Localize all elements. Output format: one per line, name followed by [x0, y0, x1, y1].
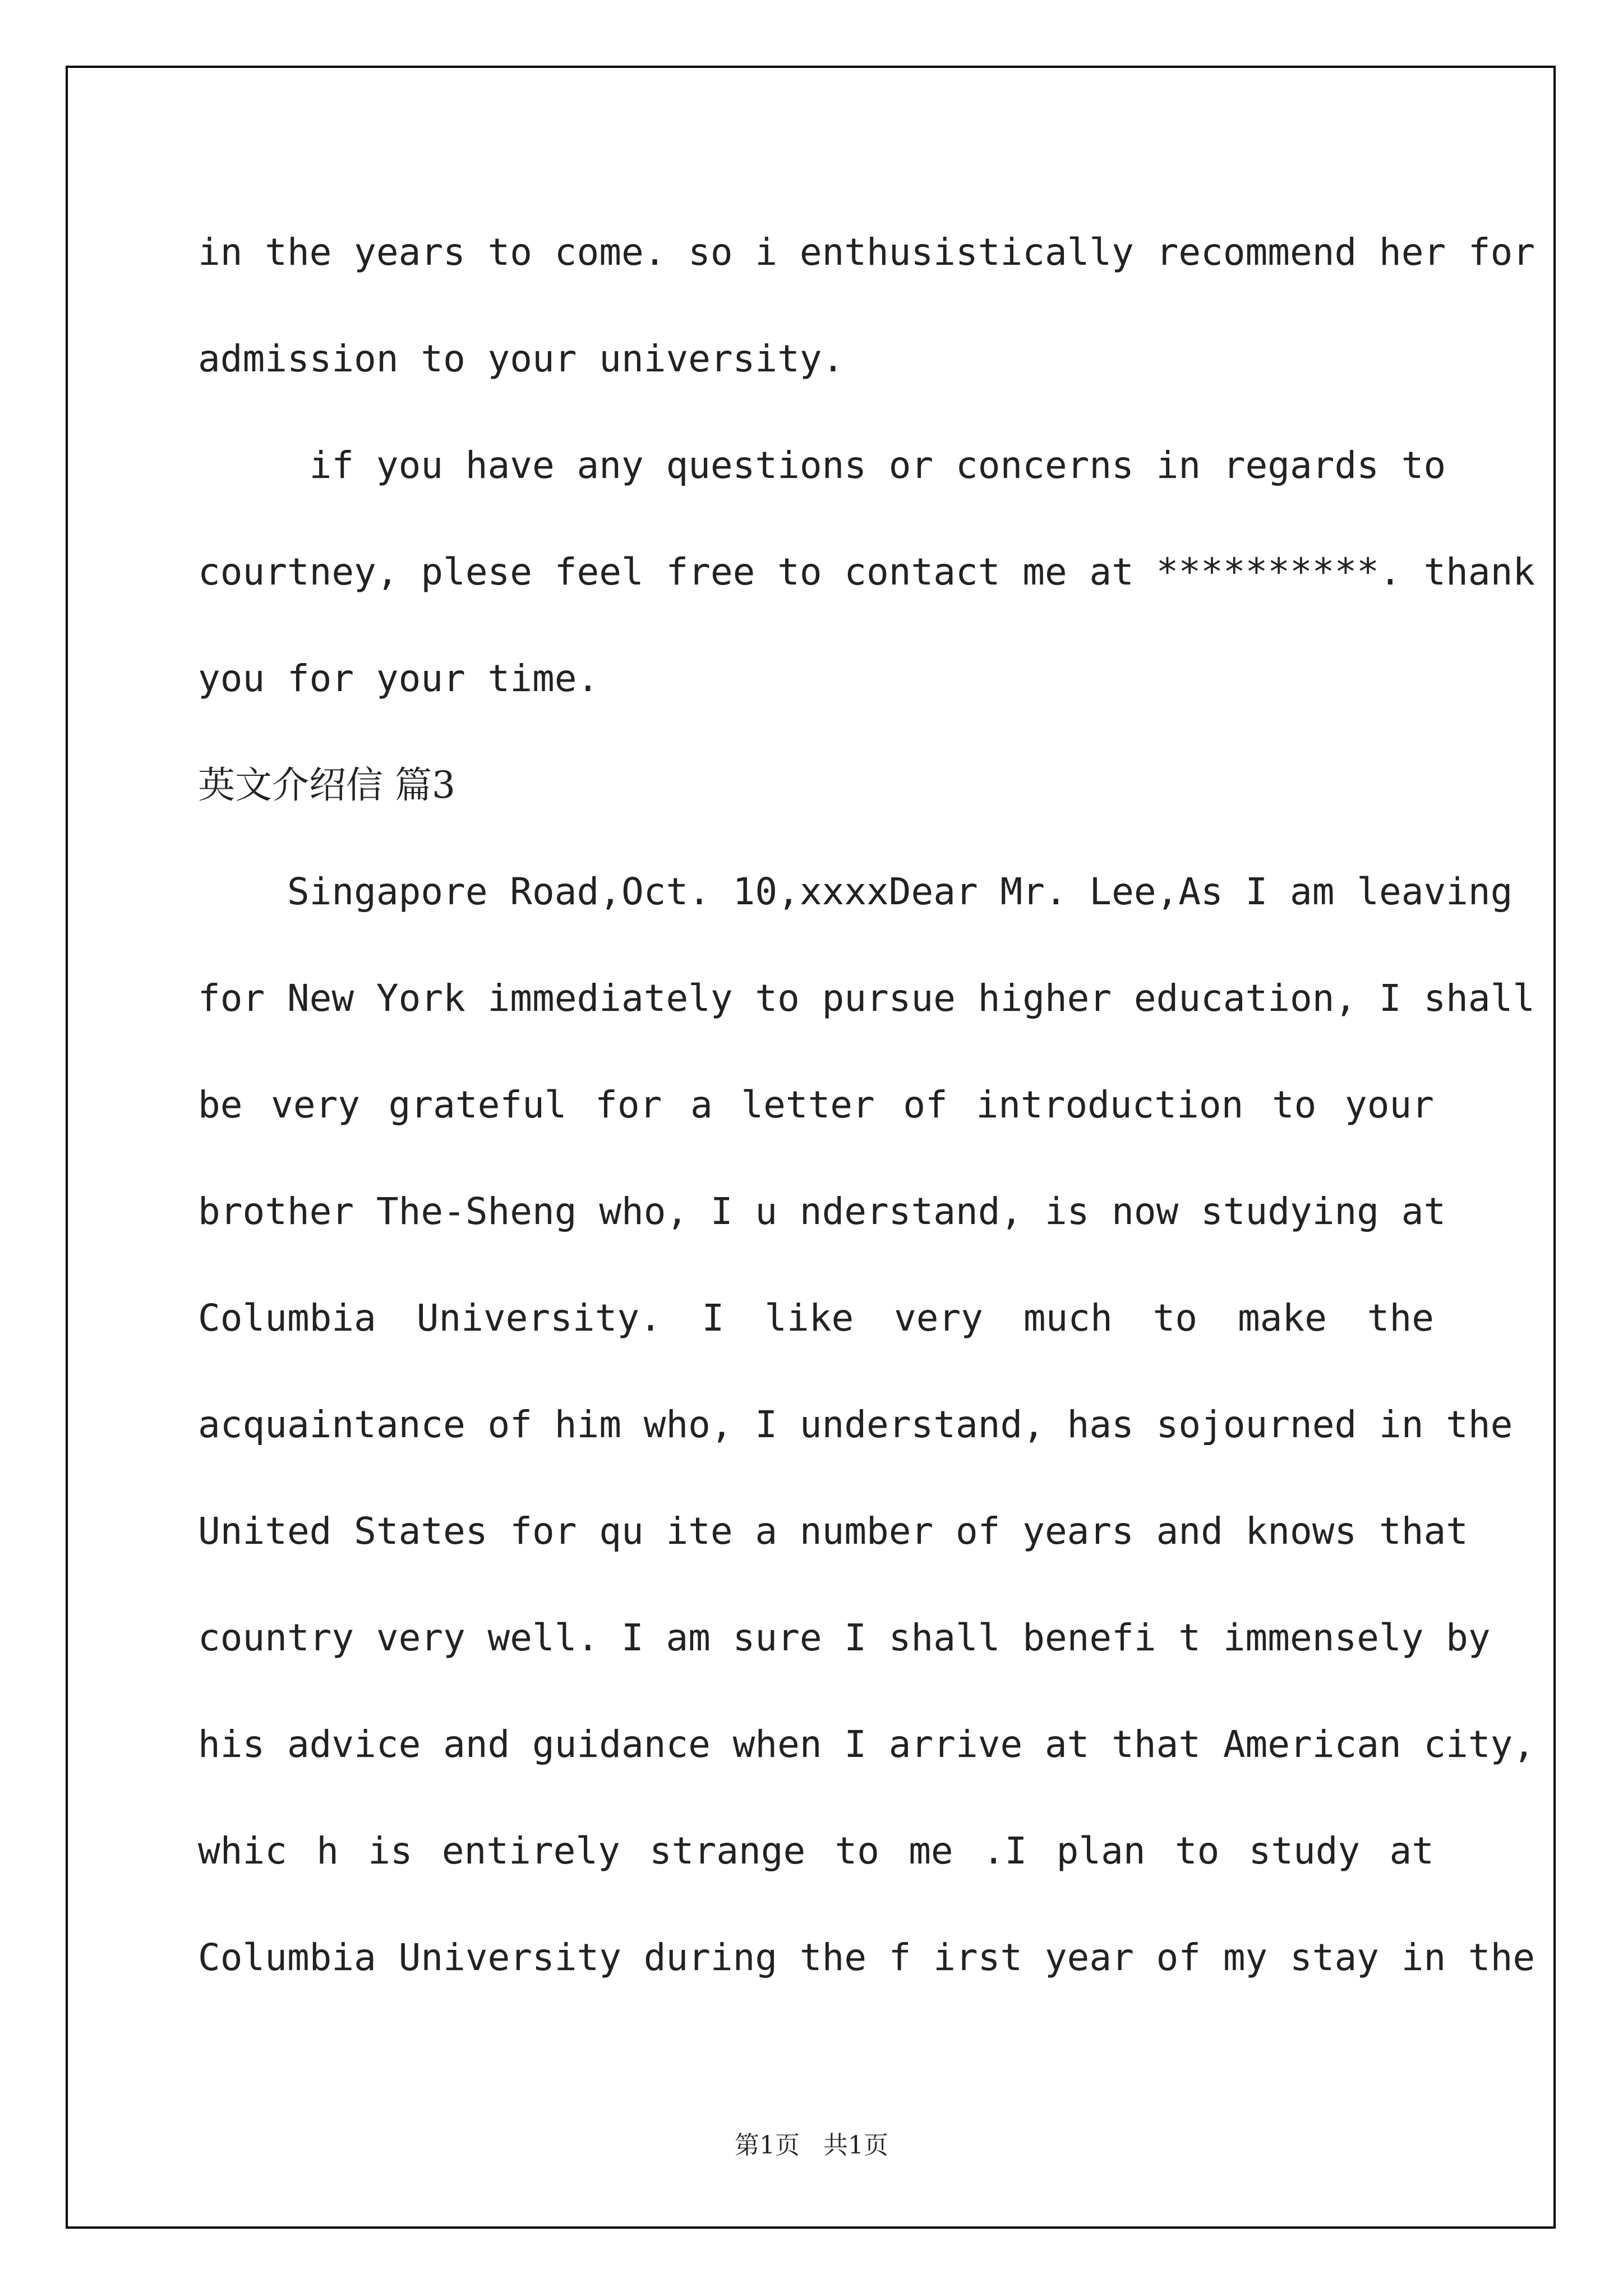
section-heading: 英文介绍信 篇3 — [198, 763, 455, 807]
text-line: Singapore Road,Oct. 10,xxxxDear Mr. Lee,As I am leaving — [198, 870, 1513, 913]
text-line: in the years to come. so i enthusistically recommend her for — [198, 231, 1536, 274]
text-line: brother The-Sheng who, I u nderstand, is now studying at — [198, 1190, 1446, 1233]
text-line: be very grateful for a letter of introduction to your — [198, 1083, 1434, 1126]
page-footer: 第1页 共1页 — [735, 2131, 888, 2160]
text-line: you for your time. — [198, 657, 600, 700]
text-line: his advice and guidance when I arrive at that American city, — [198, 1723, 1536, 1766]
text-line: courtney, plese feel free to contact me at **********. thank — [198, 550, 1536, 593]
text-line: Columbia University during the f irst year of my stay in the — [198, 1936, 1536, 1979]
text-line: whic h is entirely strange to me .I plan to study at — [198, 1829, 1434, 1872]
text-line: if you have any questions or concerns in regards to — [198, 444, 1446, 487]
text-line: for New York immediately to pursue higher education, I shall — [198, 977, 1536, 1020]
text-line: country very well. I am sure I shall benefi t immensely by — [198, 1616, 1491, 1659]
text-line: admission to your university. — [198, 337, 845, 380]
text-line: acquaintance of him who, I understand, has sojourned in the — [198, 1403, 1513, 1446]
text-line: United States for qu ite a number of years and knows that — [198, 1510, 1468, 1553]
text-line: Columbia University. I like very much to make the — [198, 1296, 1434, 1340]
